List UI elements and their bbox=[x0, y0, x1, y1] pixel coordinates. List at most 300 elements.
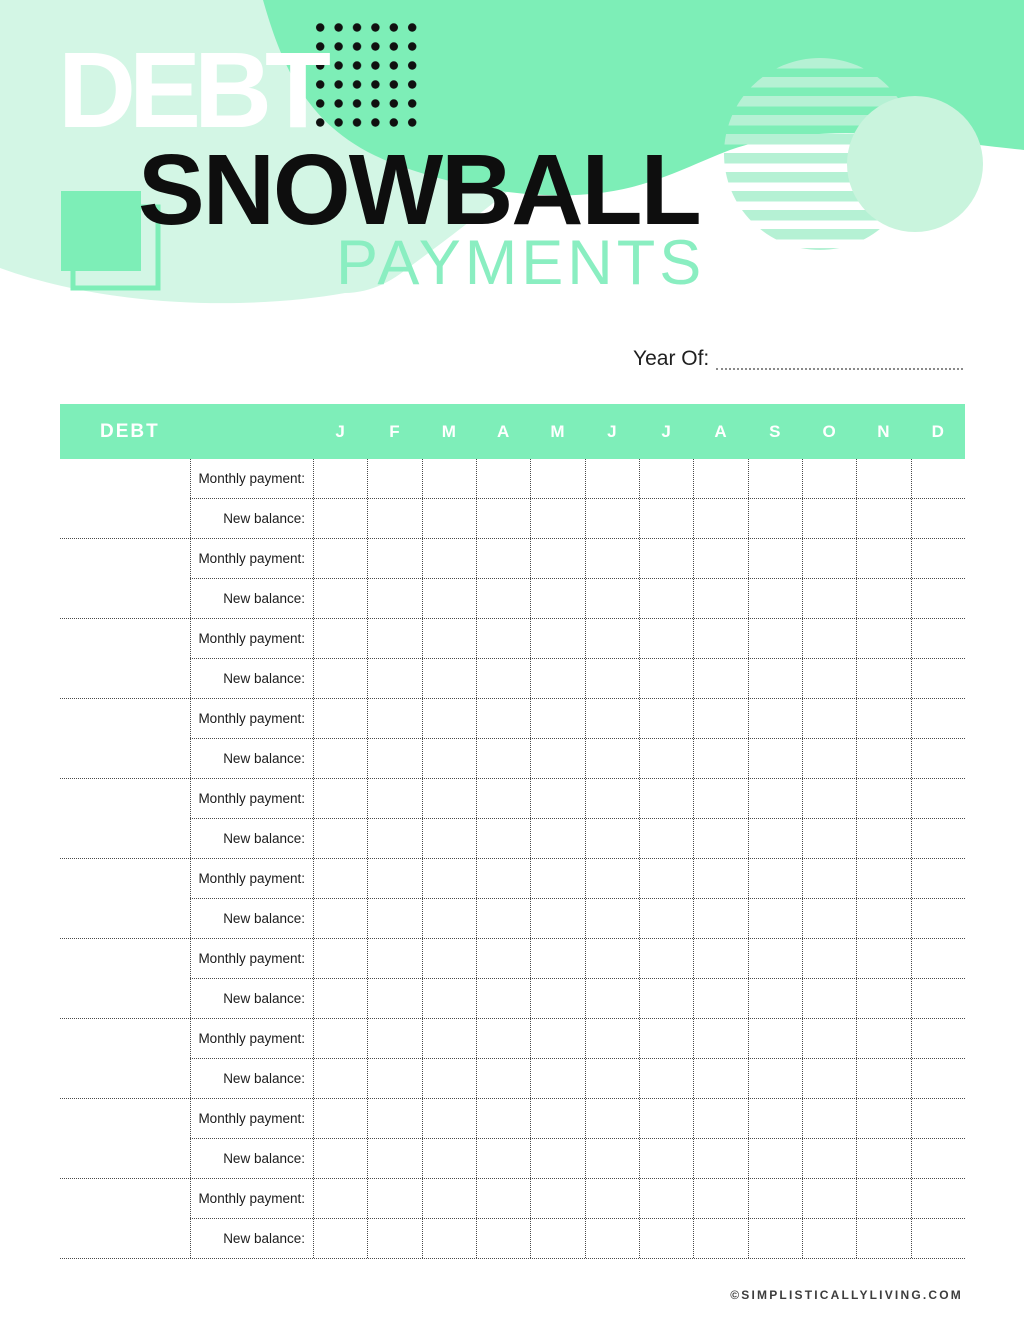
payment-month-cell[interactable] bbox=[476, 699, 530, 738]
balance-month-cell[interactable] bbox=[313, 1059, 367, 1098]
payment-month-cell[interactable] bbox=[530, 1099, 584, 1138]
balance-month-cell[interactable] bbox=[802, 1219, 856, 1258]
balance-month-cell[interactable] bbox=[802, 979, 856, 1018]
payment-month-cell[interactable] bbox=[313, 859, 367, 898]
balance-month-cell[interactable] bbox=[530, 1139, 584, 1178]
balance-month-cell[interactable] bbox=[530, 659, 584, 698]
balance-month-cell[interactable] bbox=[422, 979, 476, 1018]
payment-month-cell[interactable] bbox=[585, 539, 639, 578]
payment-month-cell[interactable] bbox=[639, 779, 693, 818]
balance-month-cell[interactable] bbox=[476, 739, 530, 778]
balance-month-cell[interactable] bbox=[639, 1139, 693, 1178]
title-payments: PAYMENTS bbox=[336, 228, 706, 298]
payment-row-label: Monthly payment: bbox=[190, 699, 313, 738]
payment-row bbox=[190, 1099, 965, 1139]
payment-month-cell[interactable] bbox=[639, 1099, 693, 1138]
balance-month-cell[interactable] bbox=[856, 1219, 910, 1258]
balance-month-cell[interactable] bbox=[911, 1059, 965, 1098]
payment-month-cell[interactable] bbox=[476, 459, 530, 498]
balance-month-cell[interactable] bbox=[585, 979, 639, 1018]
debt-row-group bbox=[60, 1179, 965, 1259]
payment-month-cell[interactable] bbox=[422, 779, 476, 818]
balance-month-cell[interactable] bbox=[693, 579, 747, 618]
balance-month-cell[interactable] bbox=[911, 1219, 965, 1258]
payment-row-label: Monthly payment: bbox=[190, 1019, 313, 1058]
payment-month-cell[interactable] bbox=[802, 939, 856, 978]
payment-month-cell[interactable] bbox=[856, 699, 910, 738]
balance-row bbox=[190, 1139, 965, 1178]
balance-row bbox=[190, 1219, 965, 1258]
payment-month-cell[interactable] bbox=[313, 779, 367, 818]
payment-month-cell[interactable] bbox=[313, 1099, 367, 1138]
balance-month-cell[interactable] bbox=[422, 1219, 476, 1258]
payment-month-cell[interactable] bbox=[748, 1019, 802, 1058]
payment-month-cell[interactable] bbox=[476, 1179, 530, 1218]
balance-month-cell[interactable] bbox=[422, 819, 476, 858]
payment-row-label: Monthly payment: bbox=[190, 539, 313, 578]
balance-month-cell[interactable] bbox=[911, 899, 965, 938]
payment-month-cell[interactable] bbox=[856, 779, 910, 818]
balance-month-cell[interactable] bbox=[530, 979, 584, 1018]
balance-month-cell[interactable] bbox=[639, 1219, 693, 1258]
payment-month-cell[interactable] bbox=[530, 539, 584, 578]
payment-month-cell[interactable] bbox=[367, 539, 421, 578]
balance-month-cell[interactable] bbox=[367, 659, 421, 698]
balance-month-cell[interactable] bbox=[367, 579, 421, 618]
payment-row-label: Monthly payment: bbox=[190, 859, 313, 898]
payment-row-label: Monthly payment: bbox=[190, 459, 313, 498]
debt-name-cell[interactable] bbox=[60, 1179, 190, 1258]
balance-month-cell[interactable] bbox=[585, 579, 639, 618]
payment-month-cell[interactable] bbox=[802, 859, 856, 898]
balance-month-cell[interactable] bbox=[693, 899, 747, 938]
month-header-9: O bbox=[822, 421, 836, 441]
balance-month-cell[interactable] bbox=[585, 1219, 639, 1258]
payment-month-cell[interactable] bbox=[639, 939, 693, 978]
payment-month-cell[interactable] bbox=[748, 459, 802, 498]
balance-month-cell[interactable] bbox=[748, 1139, 802, 1178]
balance-month-cell[interactable] bbox=[693, 1059, 747, 1098]
balance-month-cell[interactable] bbox=[856, 499, 910, 538]
payment-month-cell[interactable] bbox=[693, 539, 747, 578]
balance-month-cell[interactable] bbox=[748, 739, 802, 778]
payment-month-cell[interactable] bbox=[856, 619, 910, 658]
payment-month-cell[interactable] bbox=[911, 459, 965, 498]
balance-month-cell[interactable] bbox=[476, 1219, 530, 1258]
balance-month-cell[interactable] bbox=[748, 499, 802, 538]
payment-month-cell[interactable] bbox=[313, 459, 367, 498]
balance-row-label: New balance: bbox=[190, 579, 313, 618]
payment-month-cell[interactable] bbox=[313, 619, 367, 658]
month-headers bbox=[313, 404, 965, 459]
payment-month-cell[interactable] bbox=[476, 1019, 530, 1058]
balance-month-cell[interactable] bbox=[313, 1139, 367, 1178]
balance-month-cell[interactable] bbox=[476, 1059, 530, 1098]
payment-month-cell[interactable] bbox=[693, 1179, 747, 1218]
debt-name-cell[interactable] bbox=[60, 619, 190, 698]
balance-month-cell[interactable] bbox=[748, 659, 802, 698]
header-hero bbox=[0, 0, 1024, 345]
payment-month-cell[interactable] bbox=[802, 779, 856, 818]
payment-month-cell[interactable] bbox=[693, 1099, 747, 1138]
balance-month-cell[interactable] bbox=[367, 979, 421, 1018]
year-of-label: Year Of: bbox=[633, 347, 710, 370]
balance-month-cell[interactable] bbox=[748, 979, 802, 1018]
payment-month-cell[interactable] bbox=[802, 459, 856, 498]
payment-month-cell[interactable] bbox=[585, 619, 639, 658]
payment-month-cell[interactable] bbox=[313, 1179, 367, 1218]
balance-month-cell[interactable] bbox=[585, 819, 639, 858]
payment-month-cell[interactable] bbox=[530, 459, 584, 498]
balance-month-cell[interactable] bbox=[313, 579, 367, 618]
payment-month-cell[interactable] bbox=[693, 619, 747, 658]
balance-month-cell[interactable] bbox=[476, 499, 530, 538]
payment-month-cell[interactable] bbox=[856, 459, 910, 498]
balance-month-cell[interactable] bbox=[530, 1059, 584, 1098]
balance-month-cell[interactable] bbox=[802, 899, 856, 938]
payment-month-cell[interactable] bbox=[911, 939, 965, 978]
payment-month-cell[interactable] bbox=[367, 1099, 421, 1138]
balance-month-cell[interactable] bbox=[639, 499, 693, 538]
payment-month-cell[interactable] bbox=[367, 459, 421, 498]
month-header-6: J bbox=[661, 421, 671, 441]
balance-month-cell[interactable] bbox=[748, 819, 802, 858]
balance-month-cell[interactable] bbox=[911, 499, 965, 538]
payment-month-cell[interactable] bbox=[748, 1099, 802, 1138]
payment-month-cell[interactable] bbox=[856, 859, 910, 898]
debt-name-cell[interactable] bbox=[60, 459, 190, 538]
payment-month-cell[interactable] bbox=[476, 1099, 530, 1138]
payment-month-cell[interactable] bbox=[530, 939, 584, 978]
balance-month-cell[interactable] bbox=[911, 979, 965, 1018]
payment-month-cell[interactable] bbox=[585, 1099, 639, 1138]
table-header-band bbox=[60, 404, 965, 459]
payment-month-cell[interactable] bbox=[476, 859, 530, 898]
month-header-11: D bbox=[931, 421, 944, 441]
filled-square-decoration bbox=[61, 191, 141, 271]
debt-name-cell[interactable] bbox=[60, 1019, 190, 1098]
payment-month-cell[interactable] bbox=[367, 939, 421, 978]
payment-month-cell[interactable] bbox=[313, 699, 367, 738]
balance-month-cell[interactable] bbox=[476, 979, 530, 1018]
balance-month-cell[interactable] bbox=[748, 899, 802, 938]
payment-month-cell[interactable] bbox=[422, 1099, 476, 1138]
balance-month-cell[interactable] bbox=[585, 659, 639, 698]
balance-month-cell[interactable] bbox=[313, 819, 367, 858]
balance-month-cell[interactable] bbox=[911, 579, 965, 618]
payment-month-cell[interactable] bbox=[367, 779, 421, 818]
month-header-1: F bbox=[389, 421, 400, 441]
balance-month-cell[interactable] bbox=[693, 1219, 747, 1258]
payment-month-cell[interactable] bbox=[911, 1179, 965, 1218]
balance-row bbox=[190, 659, 965, 698]
payment-month-cell[interactable] bbox=[639, 539, 693, 578]
payment-month-cell[interactable] bbox=[748, 699, 802, 738]
balance-month-cell[interactable] bbox=[585, 499, 639, 538]
balance-month-cell[interactable] bbox=[367, 1059, 421, 1098]
footer-credit: ©SIMPLISTICALLYLIVING.COM bbox=[730, 1288, 963, 1302]
payment-month-cell[interactable] bbox=[639, 699, 693, 738]
balance-month-cell[interactable] bbox=[748, 1219, 802, 1258]
payment-month-cell[interactable] bbox=[530, 699, 584, 738]
balance-month-cell[interactable] bbox=[585, 1139, 639, 1178]
month-header-7: A bbox=[714, 421, 727, 441]
balance-month-cell[interactable] bbox=[422, 899, 476, 938]
payment-month-cell[interactable] bbox=[802, 699, 856, 738]
balance-month-cell[interactable] bbox=[802, 659, 856, 698]
payment-month-cell[interactable] bbox=[530, 1179, 584, 1218]
payment-month-cell[interactable] bbox=[856, 939, 910, 978]
balance-month-cell[interactable] bbox=[476, 899, 530, 938]
balance-month-cell[interactable] bbox=[313, 499, 367, 538]
debt-row-group bbox=[60, 699, 965, 779]
balance-month-cell[interactable] bbox=[313, 659, 367, 698]
balance-month-cell[interactable] bbox=[911, 739, 965, 778]
payment-month-cell[interactable] bbox=[422, 619, 476, 658]
payment-month-cell[interactable] bbox=[748, 1179, 802, 1218]
payment-month-cell[interactable] bbox=[748, 859, 802, 898]
balance-month-cell[interactable] bbox=[802, 739, 856, 778]
payment-month-cell[interactable] bbox=[639, 619, 693, 658]
payment-month-cell[interactable] bbox=[748, 619, 802, 658]
year-of-fill-line[interactable] bbox=[716, 350, 963, 370]
payment-month-cell[interactable] bbox=[422, 699, 476, 738]
payment-month-cell[interactable] bbox=[748, 539, 802, 578]
payment-month-cell[interactable] bbox=[422, 539, 476, 578]
payment-month-cell[interactable] bbox=[693, 939, 747, 978]
payment-row bbox=[190, 859, 965, 899]
balance-month-cell[interactable] bbox=[911, 1139, 965, 1178]
balance-month-cell[interactable] bbox=[802, 499, 856, 538]
balance-month-cell[interactable] bbox=[856, 979, 910, 1018]
payment-month-cell[interactable] bbox=[367, 859, 421, 898]
payment-month-cell[interactable] bbox=[856, 539, 910, 578]
balance-month-cell[interactable] bbox=[639, 1059, 693, 1098]
balance-month-cell[interactable] bbox=[422, 739, 476, 778]
payment-month-cell[interactable] bbox=[856, 1179, 910, 1218]
payment-month-cell[interactable] bbox=[639, 1019, 693, 1058]
payment-row bbox=[190, 1019, 965, 1059]
month-header-3: A bbox=[497, 421, 510, 441]
balance-month-cell[interactable] bbox=[476, 579, 530, 618]
debt-name-cell[interactable] bbox=[60, 1099, 190, 1178]
balance-month-cell[interactable] bbox=[802, 819, 856, 858]
balance-month-cell[interactable] bbox=[530, 899, 584, 938]
payment-month-cell[interactable] bbox=[476, 939, 530, 978]
balance-row-label: New balance: bbox=[190, 1219, 313, 1258]
payment-month-cell[interactable] bbox=[693, 459, 747, 498]
payment-month-cell[interactable] bbox=[639, 859, 693, 898]
payment-month-cell[interactable] bbox=[476, 619, 530, 658]
balance-month-cell[interactable] bbox=[856, 659, 910, 698]
payment-month-cell[interactable] bbox=[530, 1019, 584, 1058]
balance-month-cell[interactable] bbox=[313, 979, 367, 1018]
payment-month-cell[interactable] bbox=[313, 939, 367, 978]
balance-month-cell[interactable] bbox=[476, 819, 530, 858]
balance-month-cell[interactable] bbox=[476, 1139, 530, 1178]
debt-name-cell[interactable] bbox=[60, 539, 190, 618]
balance-month-cell[interactable] bbox=[530, 579, 584, 618]
balance-row-label: New balance: bbox=[190, 1139, 313, 1178]
month-header-10: N bbox=[877, 421, 890, 441]
payment-month-cell[interactable] bbox=[476, 539, 530, 578]
balance-month-cell[interactable] bbox=[802, 1139, 856, 1178]
balance-month-cell[interactable] bbox=[530, 499, 584, 538]
balance-month-cell[interactable] bbox=[639, 739, 693, 778]
balance-month-cell[interactable] bbox=[748, 579, 802, 618]
balance-month-cell[interactable] bbox=[693, 979, 747, 1018]
payment-month-cell[interactable] bbox=[422, 1019, 476, 1058]
payment-month-cell[interactable] bbox=[911, 1019, 965, 1058]
balance-month-cell[interactable] bbox=[313, 899, 367, 938]
payment-month-cell[interactable] bbox=[911, 1099, 965, 1138]
payment-month-cell[interactable] bbox=[476, 779, 530, 818]
balance-month-cell[interactable] bbox=[639, 899, 693, 938]
payment-month-cell[interactable] bbox=[367, 1019, 421, 1058]
payment-month-cell[interactable] bbox=[802, 1179, 856, 1218]
balance-row-label: New balance: bbox=[190, 659, 313, 698]
balance-month-cell[interactable] bbox=[693, 499, 747, 538]
balance-month-cell[interactable] bbox=[530, 819, 584, 858]
balance-row-label: New balance: bbox=[190, 739, 313, 778]
payment-month-cell[interactable] bbox=[530, 779, 584, 818]
balance-month-cell[interactable] bbox=[530, 1219, 584, 1258]
payment-month-cell[interactable] bbox=[802, 619, 856, 658]
payment-month-cell[interactable] bbox=[639, 1179, 693, 1218]
balance-month-cell[interactable] bbox=[802, 1059, 856, 1098]
payment-month-cell[interactable] bbox=[585, 459, 639, 498]
balance-month-cell[interactable] bbox=[367, 499, 421, 538]
balance-month-cell[interactable] bbox=[911, 819, 965, 858]
balance-month-cell[interactable] bbox=[585, 739, 639, 778]
payment-row-label: Monthly payment: bbox=[190, 779, 313, 818]
balance-row bbox=[190, 979, 965, 1018]
balance-month-cell[interactable] bbox=[693, 739, 747, 778]
payment-month-cell[interactable] bbox=[802, 1099, 856, 1138]
balance-month-cell[interactable] bbox=[856, 579, 910, 618]
balance-month-cell[interactable] bbox=[422, 1059, 476, 1098]
payment-month-cell[interactable] bbox=[911, 699, 965, 738]
balance-month-cell[interactable] bbox=[422, 499, 476, 538]
debt-name-cell[interactable] bbox=[60, 699, 190, 778]
payment-row bbox=[190, 619, 965, 659]
balance-month-cell[interactable] bbox=[639, 979, 693, 1018]
balance-month-cell[interactable] bbox=[585, 899, 639, 938]
balance-month-cell[interactable] bbox=[639, 579, 693, 618]
debt-name-cell[interactable] bbox=[60, 779, 190, 858]
balance-month-cell[interactable] bbox=[422, 579, 476, 618]
balance-row bbox=[190, 1059, 965, 1098]
debt-name-cell[interactable] bbox=[60, 859, 190, 938]
balance-month-cell[interactable] bbox=[639, 819, 693, 858]
balance-month-cell[interactable] bbox=[856, 1059, 910, 1098]
balance-month-cell[interactable] bbox=[530, 739, 584, 778]
balance-row-label: New balance: bbox=[190, 819, 313, 858]
balance-month-cell[interactable] bbox=[639, 659, 693, 698]
balance-row-label: New balance: bbox=[190, 979, 313, 1018]
balance-month-cell[interactable] bbox=[693, 659, 747, 698]
balance-month-cell[interactable] bbox=[856, 899, 910, 938]
balance-month-cell[interactable] bbox=[313, 1219, 367, 1258]
balance-month-cell[interactable] bbox=[911, 659, 965, 698]
payment-month-cell[interactable] bbox=[911, 619, 965, 658]
balance-month-cell[interactable] bbox=[585, 1059, 639, 1098]
balance-month-cell[interactable] bbox=[313, 739, 367, 778]
payment-month-cell[interactable] bbox=[585, 699, 639, 738]
payment-month-cell[interactable] bbox=[313, 539, 367, 578]
payment-month-cell[interactable] bbox=[585, 1019, 639, 1058]
payment-month-cell[interactable] bbox=[911, 779, 965, 818]
payment-month-cell[interactable] bbox=[585, 1179, 639, 1218]
balance-row bbox=[190, 579, 965, 618]
payment-month-cell[interactable] bbox=[313, 1019, 367, 1058]
balance-row bbox=[190, 819, 965, 858]
balance-row bbox=[190, 899, 965, 938]
balance-month-cell[interactable] bbox=[748, 1059, 802, 1098]
balance-month-cell[interactable] bbox=[476, 659, 530, 698]
payment-row-label: Monthly payment: bbox=[190, 1099, 313, 1138]
balance-month-cell[interactable] bbox=[367, 1139, 421, 1178]
balance-month-cell[interactable] bbox=[422, 659, 476, 698]
balance-month-cell[interactable] bbox=[367, 899, 421, 938]
payment-month-cell[interactable] bbox=[422, 859, 476, 898]
payment-month-cell[interactable] bbox=[911, 539, 965, 578]
payment-month-cell[interactable] bbox=[802, 1019, 856, 1058]
debt-name-cell[interactable] bbox=[60, 939, 190, 1018]
payment-month-cell[interactable] bbox=[911, 859, 965, 898]
month-header-2: M bbox=[441, 421, 456, 441]
payment-month-cell[interactable] bbox=[422, 939, 476, 978]
debt-row-group bbox=[60, 619, 965, 699]
payment-month-cell[interactable] bbox=[693, 779, 747, 818]
payment-month-cell[interactable] bbox=[422, 459, 476, 498]
debt-row-group bbox=[60, 459, 965, 539]
payment-month-cell[interactable] bbox=[422, 1179, 476, 1218]
month-header-0: J bbox=[335, 421, 345, 441]
balance-month-cell[interactable] bbox=[367, 819, 421, 858]
payment-month-cell[interactable] bbox=[585, 939, 639, 978]
payment-month-cell[interactable] bbox=[856, 1019, 910, 1058]
payment-month-cell[interactable] bbox=[693, 859, 747, 898]
payment-month-cell[interactable] bbox=[585, 859, 639, 898]
balance-row bbox=[190, 739, 965, 778]
payment-month-cell[interactable] bbox=[530, 859, 584, 898]
payment-row bbox=[190, 459, 965, 499]
balance-month-cell[interactable] bbox=[856, 1139, 910, 1178]
payment-month-cell[interactable] bbox=[367, 1179, 421, 1218]
balance-month-cell[interactable] bbox=[693, 1139, 747, 1178]
balance-month-cell[interactable] bbox=[422, 1139, 476, 1178]
payment-month-cell[interactable] bbox=[856, 1099, 910, 1138]
payment-month-cell[interactable] bbox=[639, 459, 693, 498]
payment-month-cell[interactable] bbox=[367, 619, 421, 658]
balance-month-cell[interactable] bbox=[367, 739, 421, 778]
payment-month-cell[interactable] bbox=[530, 619, 584, 658]
payment-month-cell[interactable] bbox=[693, 699, 747, 738]
payment-month-cell[interactable] bbox=[748, 779, 802, 818]
balance-month-cell[interactable] bbox=[856, 819, 910, 858]
payment-month-cell[interactable] bbox=[585, 779, 639, 818]
payment-month-cell[interactable] bbox=[367, 699, 421, 738]
payment-month-cell[interactable] bbox=[693, 1019, 747, 1058]
payment-month-cell[interactable] bbox=[802, 539, 856, 578]
balance-month-cell[interactable] bbox=[367, 1219, 421, 1258]
payment-month-cell[interactable] bbox=[748, 939, 802, 978]
balance-month-cell[interactable] bbox=[856, 739, 910, 778]
balance-month-cell[interactable] bbox=[802, 579, 856, 618]
debt-table-body bbox=[60, 459, 965, 1259]
balance-month-cell[interactable] bbox=[693, 819, 747, 858]
